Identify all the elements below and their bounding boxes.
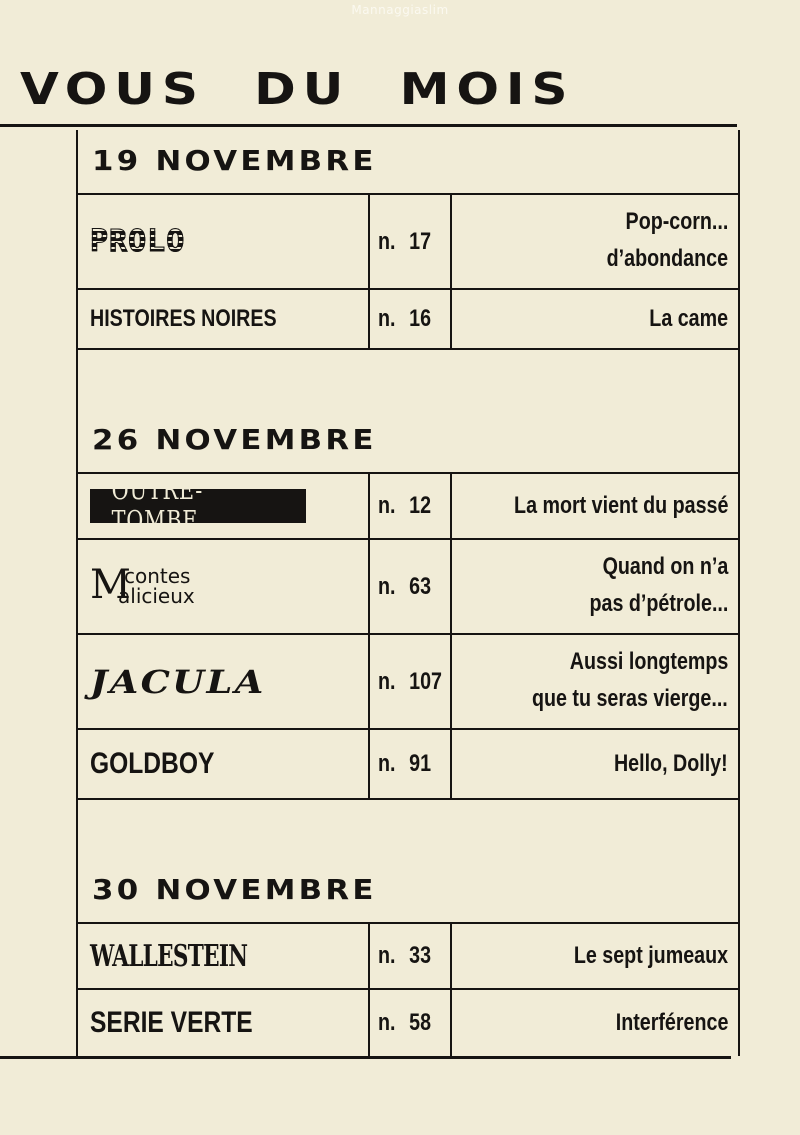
section-date-30-novembre <box>78 800 738 924</box>
series-cell <box>78 195 370 288</box>
story-title-line: La came <box>649 305 728 332</box>
story-title-line: Quand on n’a <box>602 552 728 580</box>
series-name: GOLDBOY <box>90 747 215 780</box>
contes-malicieux-logo <box>90 561 220 610</box>
issue-cell <box>370 474 452 538</box>
issue-cell <box>370 924 452 988</box>
issue-number: n. 16 <box>378 305 432 332</box>
issue-cell <box>370 635 452 728</box>
table-row <box>78 290 738 350</box>
table-row <box>78 990 738 1056</box>
issue-cell <box>370 290 452 348</box>
outre-tombe-logo <box>90 476 306 536</box>
series-cell <box>78 540 370 633</box>
story-cell <box>452 540 738 633</box>
issue-cell <box>370 990 452 1056</box>
issue-number: n. 63 <box>378 572 432 600</box>
story-title-line: Hello, Dolly! <box>614 750 728 777</box>
series-cell <box>78 924 370 988</box>
issue-cell <box>370 540 452 633</box>
section-date-label: 26 NOVEMBRE <box>92 423 377 456</box>
series-cell <box>78 474 370 538</box>
table-row <box>78 635 738 730</box>
table-row <box>78 195 738 290</box>
series-cell <box>78 635 370 728</box>
series-name: SERIE VERTE <box>90 1006 253 1039</box>
series-cell <box>78 290 370 348</box>
issue-number: n. 58 <box>378 1009 432 1036</box>
contes-malicieux-line2: alicieux <box>118 583 195 608</box>
story-cell <box>452 635 738 728</box>
section-date-19-novembre <box>78 130 738 195</box>
wallestein-logo: WALLESTEIN <box>90 938 248 974</box>
table-row <box>78 474 738 540</box>
story-title-line: pas d’pétrole... <box>589 589 728 617</box>
jacula-logo: JACULA <box>90 662 266 701</box>
story-title-line: d’abondance <box>606 244 728 272</box>
page-title: VOUS DU MOIS <box>20 64 575 115</box>
issue-cell <box>370 195 452 288</box>
table-row <box>78 924 738 990</box>
story-cell <box>452 990 738 1056</box>
story-title-line: La mort vient du passé <box>513 492 728 519</box>
section-date-label: 30 NOVEMBRE <box>92 873 377 906</box>
table-row <box>78 540 738 635</box>
top-rule <box>0 124 737 127</box>
table-row <box>78 730 738 800</box>
bottom-rule <box>0 1056 731 1059</box>
story-cell <box>452 924 738 988</box>
contes-malicieux-line1: contes <box>124 563 191 588</box>
watermark: Mannaggiaslim <box>351 3 449 17</box>
section-date-26-novembre <box>78 350 738 474</box>
story-cell <box>452 195 738 288</box>
story-cell <box>452 290 738 348</box>
issue-number: n. 17 <box>378 227 432 255</box>
issue-number: n. 33 <box>378 942 432 969</box>
series-cell <box>78 990 370 1056</box>
story-title-line: Pop-corn... <box>625 207 728 235</box>
story-title-line: Le sept jumeaux <box>573 942 728 969</box>
story-title-line: que tu seras vierge... <box>532 684 728 712</box>
story-cell <box>452 730 738 798</box>
issue-number: n. 107 <box>378 667 442 695</box>
schedule-table <box>76 130 740 1056</box>
story-title-line: Aussi longtemps <box>569 647 728 675</box>
issue-cell <box>370 730 452 798</box>
contes-malicieux-initial: M <box>90 561 131 608</box>
section-date-label: 19 NOVEMBRE <box>92 144 377 177</box>
issue-number: n. 91 <box>378 750 432 777</box>
outre-tombe-logo-text: OUTRE-TOMBE <box>111 476 204 536</box>
series-name: HISTOIRES NOIRES <box>90 305 277 332</box>
issue-number: n. 12 <box>378 492 432 519</box>
series-cell <box>78 730 370 798</box>
story-title-line: Interférence <box>615 1009 728 1036</box>
prolo-logo: PROLO <box>90 224 186 259</box>
story-cell <box>452 474 738 538</box>
